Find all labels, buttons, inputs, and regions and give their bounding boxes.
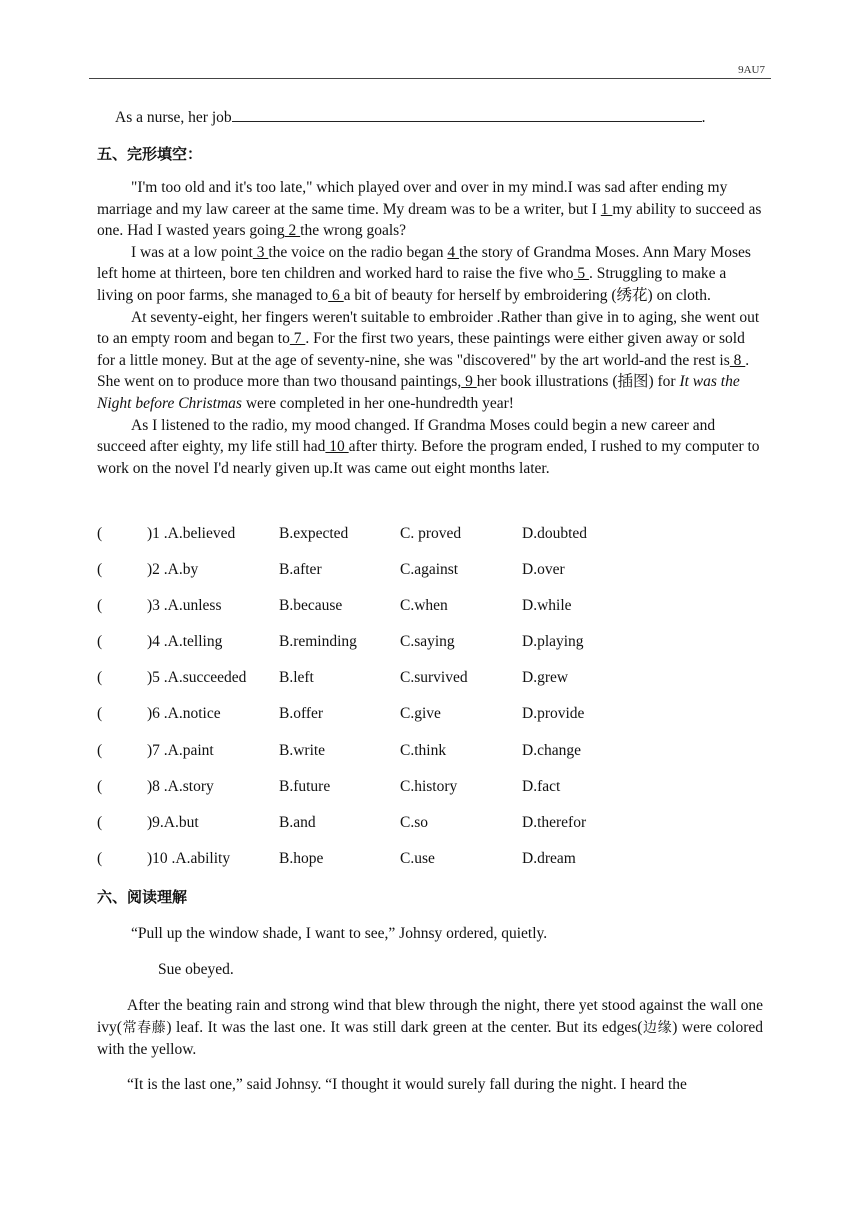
blank-6: 6 bbox=[328, 286, 344, 304]
blank-2: 2 bbox=[284, 222, 301, 240]
option-b: B.write bbox=[279, 741, 326, 759]
answer-paren[interactable]: ( bbox=[97, 849, 103, 867]
option-b: B.offer bbox=[279, 705, 324, 723]
option-d: D.fact bbox=[522, 777, 561, 795]
answer-paren[interactable]: ( bbox=[97, 705, 103, 723]
answer-blank[interactable] bbox=[232, 107, 702, 122]
answer-paren[interactable]: ( bbox=[97, 777, 103, 795]
blank-3: 3 bbox=[252, 243, 269, 261]
option-b: B.future bbox=[279, 777, 331, 795]
option-c: C.survived bbox=[400, 669, 468, 687]
option-d: D.grew bbox=[522, 669, 569, 687]
option-d: D.change bbox=[522, 741, 581, 759]
option-a: )1 .A.believed bbox=[147, 525, 236, 542]
reading-line-1: “Pull up the window shade, I want to see,” Johnsy ordered, quietly. bbox=[131, 925, 548, 942]
reading-line-2: Sue obeyed. bbox=[158, 961, 234, 978]
option-a: )4 .A.telling bbox=[147, 633, 223, 651]
answer-paren[interactable]: ( bbox=[97, 525, 103, 542]
answer-paren[interactable]: ( bbox=[97, 597, 103, 615]
passage-paragraph-2: I was at a low point 3 the voice on the radio began 4 the story of Grandma Moses. Ann Mary Moses left home at thirteen, bore ten children and worked hard to raise the five who 5 . Struggling to make a living on poor farms, she managed to 6 a bit of beauty for herself by embroidering (绣花) on cloth. bbox=[97, 243, 751, 304]
option-c: C.saying bbox=[400, 633, 455, 651]
page-code: 9AU7 bbox=[738, 64, 765, 76]
answer-paren[interactable]: ( bbox=[97, 669, 103, 687]
answer-paren[interactable]: ( bbox=[97, 813, 103, 831]
option-c: C.against bbox=[400, 561, 459, 579]
option-d: D.dream bbox=[522, 849, 576, 867]
passage-paragraph-3: At seventy-eight, her fingers weren't suitable to embroider .Rather than give in to aging, she went out to an empty room and began to 7 . For the first two years, these paintings were either given away or sold for a little money. But at the age of seventy-nine, she was "discovered" by the art world-and the rest is 8 . She went on to produce more than two thousand paintings, 9 her book illustrations (插图) for It was the Night before Christmas were completed in her one-hundredth year! bbox=[97, 308, 760, 412]
answer-paren[interactable]: ( bbox=[97, 561, 103, 579]
option-b: B.expected bbox=[279, 525, 349, 542]
option-a: )3 .A.unless bbox=[147, 597, 222, 615]
option-d: D.while bbox=[522, 597, 572, 615]
option-a: )5 .A.succeeded bbox=[147, 669, 247, 687]
book-title: It was the Night before Christmas bbox=[97, 373, 740, 412]
option-c: C.when bbox=[400, 597, 448, 615]
nurse-question bbox=[115, 107, 706, 127]
blank-10: 10 bbox=[325, 438, 349, 456]
option-b: B.after bbox=[279, 561, 322, 579]
blank-9: 9 bbox=[461, 373, 477, 391]
blank-7: 7 bbox=[289, 330, 306, 348]
option-d: D.playing bbox=[522, 633, 584, 651]
passage-paragraph-1: "I'm too old and it's too late," which played over and over in my mind.I was sad after ending my marriage and my law career at the same time. My dream was to be a writer, but I 1 my ability to succeed as one. Had I wasted years going 2 the wrong goals? bbox=[97, 179, 762, 240]
option-b: B.left bbox=[279, 669, 314, 687]
option-a: )9.A.but bbox=[147, 813, 199, 831]
answer-paren[interactable]: ( bbox=[97, 633, 103, 651]
option-a: )6 .A.notice bbox=[147, 705, 221, 723]
option-c: C.history bbox=[400, 777, 458, 795]
option-b: B.because bbox=[279, 597, 343, 615]
option-c: C.use bbox=[400, 849, 435, 867]
option-a: )10 .A.ability bbox=[147, 849, 231, 867]
option-b: B.and bbox=[279, 813, 316, 831]
nurse-question-text: As a nurse, her job bbox=[115, 109, 232, 126]
section-reading-title: 六、阅读理解 bbox=[97, 888, 188, 906]
answer-paren[interactable]: ( bbox=[97, 741, 103, 759]
option-b: B.hope bbox=[279, 849, 324, 867]
option-d: D.therefor bbox=[522, 813, 587, 831]
passage-paragraph-4: As I listened to the radio, my mood changed. If Grandma Moses could begin a new career and succeed after eighty, my life still had 10 after thirty. Before the program ended, I rushed to my computer to work on the novel I'd nearly given up.It was came out eight months later. bbox=[97, 416, 760, 477]
header-rule bbox=[89, 78, 771, 79]
cloze-passage bbox=[97, 177, 765, 479]
option-a: )7 .A.paint bbox=[147, 741, 214, 759]
option-a: )2 .A.by bbox=[147, 561, 199, 579]
option-b: B.reminding bbox=[279, 633, 357, 651]
option-a: )8 .A.story bbox=[147, 777, 214, 795]
option-c: C.think bbox=[400, 741, 447, 759]
blank-4: 4 bbox=[447, 243, 459, 261]
option-d: D.provide bbox=[522, 705, 585, 723]
option-d: D.over bbox=[522, 561, 565, 579]
blank-1: 1 bbox=[600, 200, 613, 218]
blank-8: 8 bbox=[729, 351, 746, 369]
option-c: C.so bbox=[400, 813, 428, 831]
option-c: C.give bbox=[400, 705, 441, 723]
blank-5: 5 bbox=[573, 265, 589, 283]
nurse-question-end: . bbox=[701, 109, 706, 126]
option-d: D.doubted bbox=[522, 525, 588, 542]
option-c: C. proved bbox=[400, 525, 462, 542]
reading-paragraph-3: After the beating rain and strong wind that blew through the night, there yet stood against the wall one ivy(常春藤) leaf. It was the last one. It was still dark green at the center. But its edges(边缘) were colored with the yellow. bbox=[97, 997, 764, 1059]
reading-line-4: “It is the last one,” said Johnsy. “I thought it would surely fall during the night. I heard the bbox=[127, 1076, 687, 1093]
section-cloze-title: 五、完形填空： bbox=[97, 145, 203, 163]
